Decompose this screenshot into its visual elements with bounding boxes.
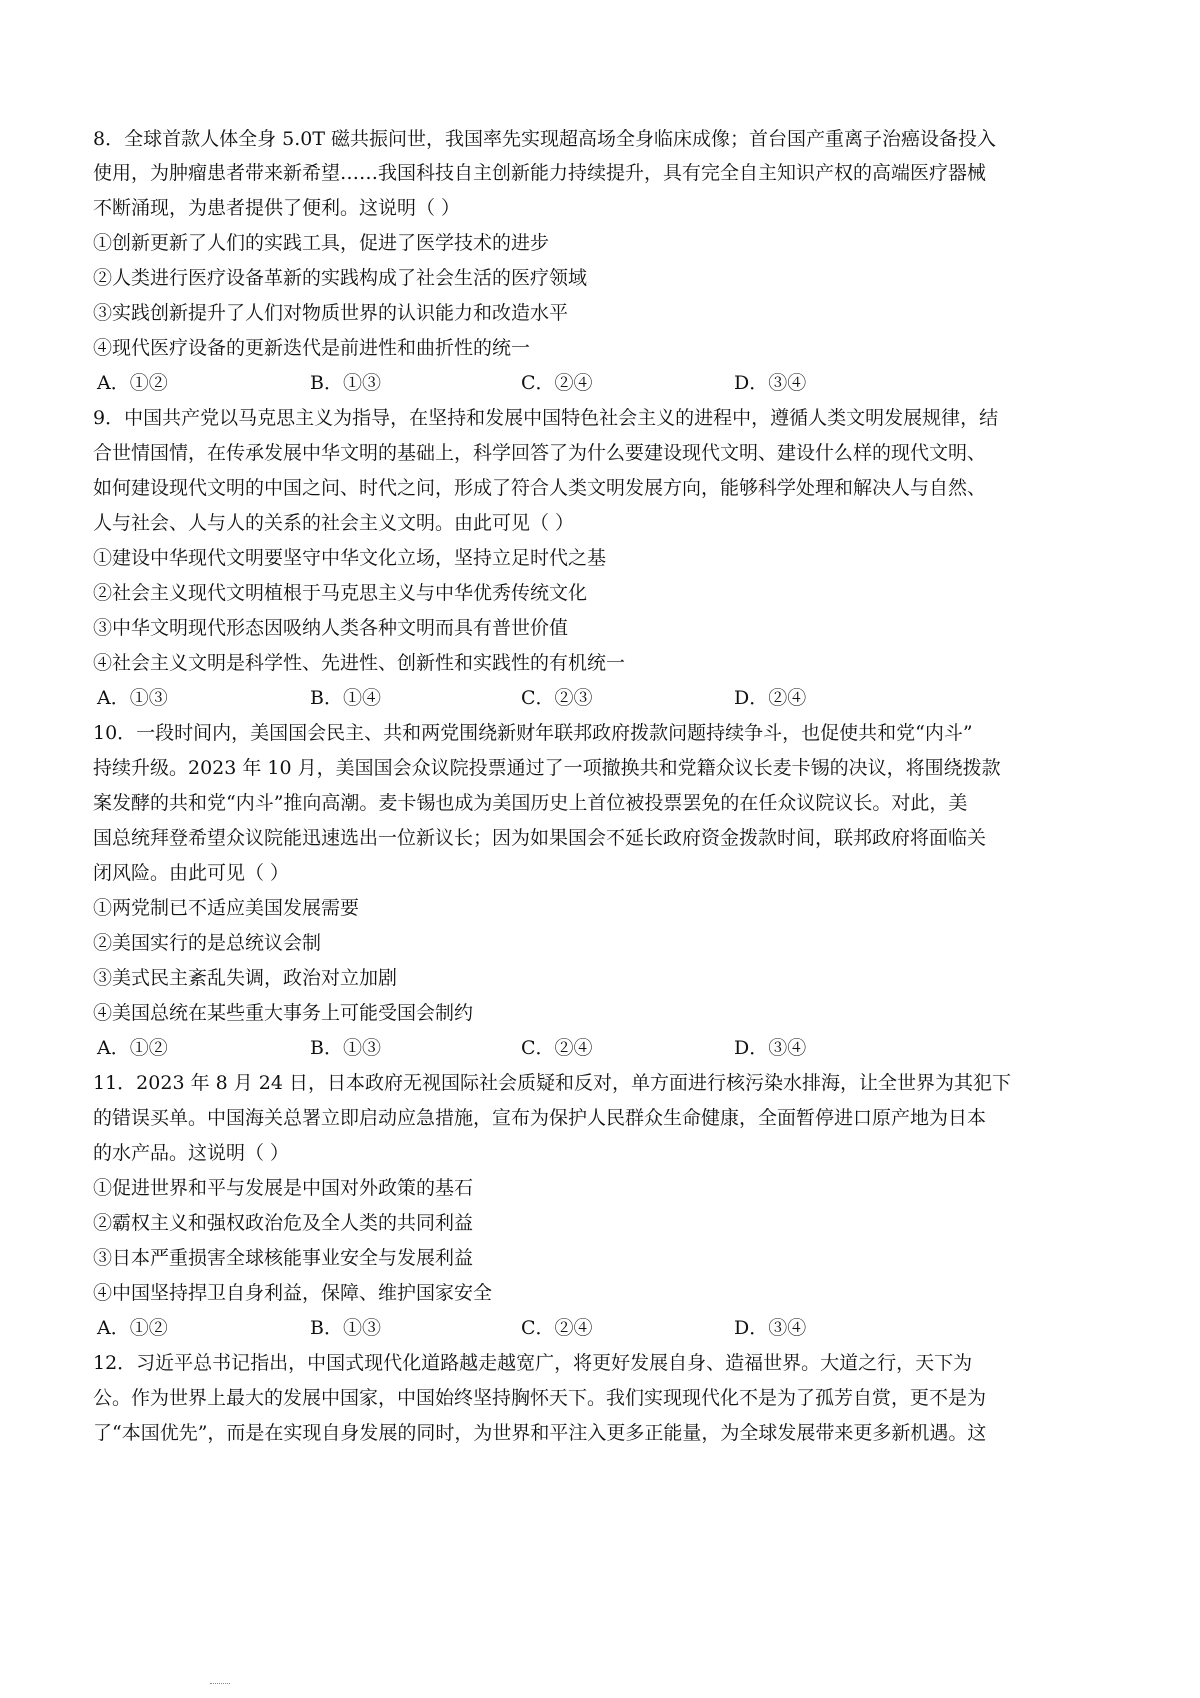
q10-stem-line: 案发酵的共和党“内斗”推向高潮。麦卡锡也成为美国历史上首位被投票罢免的在任众议院议长。对此，美 xyxy=(93,792,968,814)
q11-stem-line: 11．2023 年 8 月 24 日，日本政府无视国际社会质疑和反对，单方面进行核污染水排海，让全世界为其犯下 xyxy=(93,1072,1011,1094)
q8-stem-line: 使用，为肿瘤患者带来新希望……我国科技自主创新能力持续提升，具有完全自主知识产权的高端医疗器械 xyxy=(93,162,987,184)
q11-option-c: C．②④ xyxy=(521,1317,593,1339)
q9-stem-line: 合世情国情，在传承发展中华文明的基础上，科学回答了为什么要建设现代文明、建设什么样的现代文明、 xyxy=(93,442,987,464)
q11-statement: ③日本严重损害全球核能事业安全与发展利益 xyxy=(93,1247,474,1269)
q8-option-d: D．③④ xyxy=(734,372,807,394)
q9-statement: ②社会主义现代文明植根于马克思主义与中华优秀传统文化 xyxy=(93,582,588,604)
q10-stem-line: 持续升级。2023 年 10 月，美国国会众议院投票通过了一项撤换共和党籍众议长麦卡锡的决议，将围绕拨款 xyxy=(93,757,1001,779)
q8-option-a: A．①② xyxy=(97,372,168,394)
q8-statement: ③实践创新提升了人们对物质世界的认识能力和改造水平 xyxy=(93,302,569,324)
q8-statement: ②人类进行医疗设备革新的实践构成了社会生活的医疗领域 xyxy=(93,267,588,289)
q10-option-a: A．①② xyxy=(97,1037,168,1059)
q10-stem-line: 闭风险。由此可见（ ） xyxy=(93,862,290,884)
q9-stem-line: 如何建设现代文明的中国之问、时代之问，形成了符合人类文明发展方向，能够科学处理和解决人与自然、 xyxy=(93,477,987,499)
q11-statement: ②霸权主义和强权政治危及全人类的共同利益 xyxy=(93,1212,474,1234)
q12-stem-line: 公。作为世界上最大的发展中国家，中国始终坚持胸怀天下。我们实现现代化不是为了孤芳自赏，更不是为 xyxy=(93,1387,987,1409)
q10-stem-line: 国总统拜登希望众议院能迅速选出一位新议长；因为如果国会不延长政府资金拨款时间，联邦政府将面临关 xyxy=(93,827,987,849)
q9-stem-line: 人与社会、人与人的关系的社会主义文明。由此可见（ ） xyxy=(93,512,575,534)
q8-option-c: C．②④ xyxy=(521,372,593,394)
q8-stem-line: 8．全球首款人体全身 5.0T 磁共振问世，我国率先实现超高场全身临床成像；首台国产重离子治癌设备投入 xyxy=(93,128,997,150)
q9-statement: ④社会主义文明是科学性、先进性、创新性和实践性的有机统一 xyxy=(93,652,626,674)
q12-stem-line: 12．习近平总书记指出，中国式现代化道路越走越宽广，将更好发展自身、造福世界。大道之行，天下为 xyxy=(93,1352,973,1374)
q10-option-d: D．③④ xyxy=(734,1037,807,1059)
q11-stem-line: 的水产品。这说明（ ） xyxy=(93,1142,290,1164)
q9-option-a: A．①③ xyxy=(97,687,168,709)
q8-stem-line: 不断涌现，为患者提供了便利。这说明（ ） xyxy=(93,197,461,219)
q9-statement: ③中华文明现代形态因吸纳人类各种文明而具有普世价值 xyxy=(93,617,569,639)
q9-option-c: C．②③ xyxy=(521,687,593,709)
q9-option-d: D．②④ xyxy=(734,687,807,709)
q9-statement: ①建设中华现代文明要坚守中华文化立场，坚持立足时代之基 xyxy=(93,547,607,569)
q11-option-a: A．①② xyxy=(97,1317,168,1339)
q9-option-b: B．①④ xyxy=(310,687,381,709)
q10-statement: ③美式民主紊乱失调，政治对立加剧 xyxy=(93,967,398,989)
q10-statement: ④美国总统在某些重大事务上可能受国会制约 xyxy=(93,1002,474,1024)
footer-mark xyxy=(210,1683,230,1687)
q8-statement: ①创新更新了人们的实践工具，促进了医学技术的进步 xyxy=(93,232,550,254)
q11-option-d: D．③④ xyxy=(734,1317,807,1339)
q11-option-b: B．①③ xyxy=(310,1317,381,1339)
q10-option-b: B．①③ xyxy=(310,1037,381,1059)
q10-stem-line: 10．一段时间内，美国国会民主、共和两党围绕新财年联邦政府拨款问题持续争斗，也促使共和党“内斗” xyxy=(93,722,973,744)
q12-stem-line: 了“本国优先”，而是在实现自身发展的同时，为世界和平注入更多正能量，为全球发展带来更多新机遇。这 xyxy=(93,1422,987,1444)
q11-statement: ④中国坚持捍卫自身利益，保障、维护国家安全 xyxy=(93,1282,493,1304)
q8-statement: ④现代医疗设备的更新迭代是前进性和曲折性的统一 xyxy=(93,337,531,359)
q10-statement: ①两党制已不适应美国发展需要 xyxy=(93,897,360,919)
q10-statement: ②美国实行的是总统议会制 xyxy=(93,932,322,954)
q11-statement: ①促进世界和平与发展是中国对外政策的基石 xyxy=(93,1177,474,1199)
q9-stem-line: 9．中国共产党以马克思主义为指导，在坚持和发展中国特色社会主义的进程中，遵循人类文明发展规律，结 xyxy=(93,407,999,429)
q8-option-b: B．①③ xyxy=(310,372,381,394)
q10-option-c: C．②④ xyxy=(521,1037,593,1059)
q11-stem-line: 的错误买单。中国海关总署立即启动应急措施，宣布为保护人民群众生命健康，全面暂停进口原产地为日本 xyxy=(93,1107,987,1129)
